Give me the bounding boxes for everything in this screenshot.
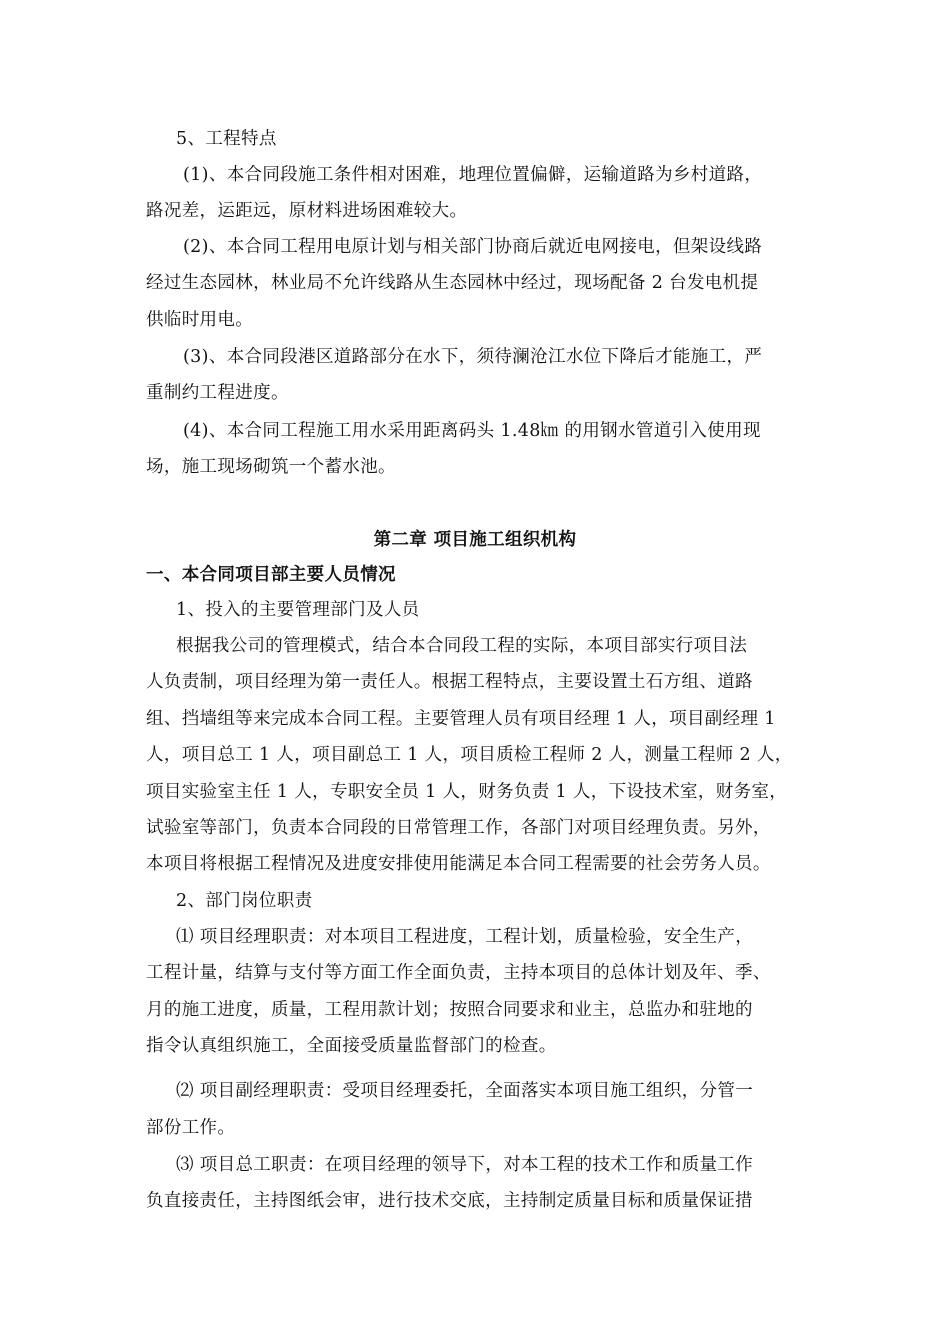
paragraph-line: (4)、本合同工程施工用水采用距离码头 1.48㎞ 的用钢水管道引入使用现 — [183, 421, 761, 441]
paragraph-line: 工程计量，结算与支付等方面工作全面负责，主持本项目的总体计划及年、季、 — [146, 963, 771, 983]
paragraph-line: 场，施工现场砌筑一个蓄水池。 — [146, 457, 396, 477]
paragraph-line: 试验室等部门，负责本合同段的日常管理工作，各部门对项目经理负责。另外， — [146, 818, 771, 838]
section-heading: 5、工程特点 — [176, 129, 277, 149]
paragraph-line: 月的施工进度，质量，工程用款计划；按照合同要求和业主，总监办和驻地的 — [146, 1000, 753, 1020]
chapter-title: 第二章 项目施工组织机构 — [373, 530, 577, 550]
paragraph-line: (3)、本合同段港区道路部分在水下，须待澜沧江水位下降后才能施工，严 — [183, 347, 763, 367]
paragraph-line: 路况差，运距远，原材料进场困难较大。 — [146, 201, 468, 221]
subsection-heading: 1、投入的主要管理部门及人员 — [176, 600, 420, 620]
paragraph-line: ⑴ 项目经理职责：对本项目工程进度，工程计划，质量检验，安全生产， — [176, 927, 754, 947]
paragraph-line: 人负责制，项目经理为第一责任人。根据工程特点，主要设置土石方组、道路 — [146, 672, 753, 692]
paragraph-line: 负直接责任，主持图纸会审，进行技术交底，主持制定质量目标和质量保证措 — [146, 1191, 753, 1211]
section-title: 一、本合同项目部主要人员情况 — [146, 565, 396, 585]
paragraph-line: 重制约工程进度。 — [146, 383, 289, 403]
subsection-heading: 2、部门岗位职责 — [176, 891, 313, 911]
paragraph-line: 根据我公司的管理模式，结合本合同段工程的实际，本项目部实行项目法 — [176, 636, 748, 656]
paragraph-line: 人，项目总工 1 人，项目副总工 1 人，项目质检工程师 2 人，测量工程师 2 人， — [146, 745, 793, 765]
paragraph-line: 本项目将根据工程情况及进度安排使用能满足本合同工程需要的社会劳务人员。 — [146, 854, 771, 874]
paragraph-line: 部份工作。 — [146, 1118, 236, 1138]
paragraph-line: 指令认真组织施工，全面接受质量监督部门的检查。 — [146, 1036, 557, 1056]
paragraph-line: 供临时用电。 — [146, 310, 254, 330]
paragraph-line: ⑶ 项目总工职责：在项目经理的领导下，对本工程的技术工作和质量工作 — [176, 1155, 754, 1175]
paragraph-line: 组、挡墙组等来完成本合同工程。主要管理人员有项目经理 1 人，项目副经理 1 — [146, 709, 776, 729]
paragraph-line: ⑵ 项目副经理职责：受项目经理委托，全面落实本项目施工组织，分管一 — [176, 1081, 754, 1101]
paragraph-line: (1)、本合同段施工条件相对困难，地理位置偏僻，运输道路为乡村道路， — [183, 165, 763, 185]
paragraph-line: 经过生态园林，林业局不允许线路从生态园林中经过，现场配备 2 台发电机提 — [146, 273, 759, 293]
paragraph-line: (2)、本合同工程用电原计划与相关部门协商后就近电网接电，但架设线路 — [183, 237, 763, 257]
paragraph-line: 项目实验室主任 1 人，专职安全员 1 人，财务负责 1 人，下设技术室，财务室， — [146, 782, 788, 802]
